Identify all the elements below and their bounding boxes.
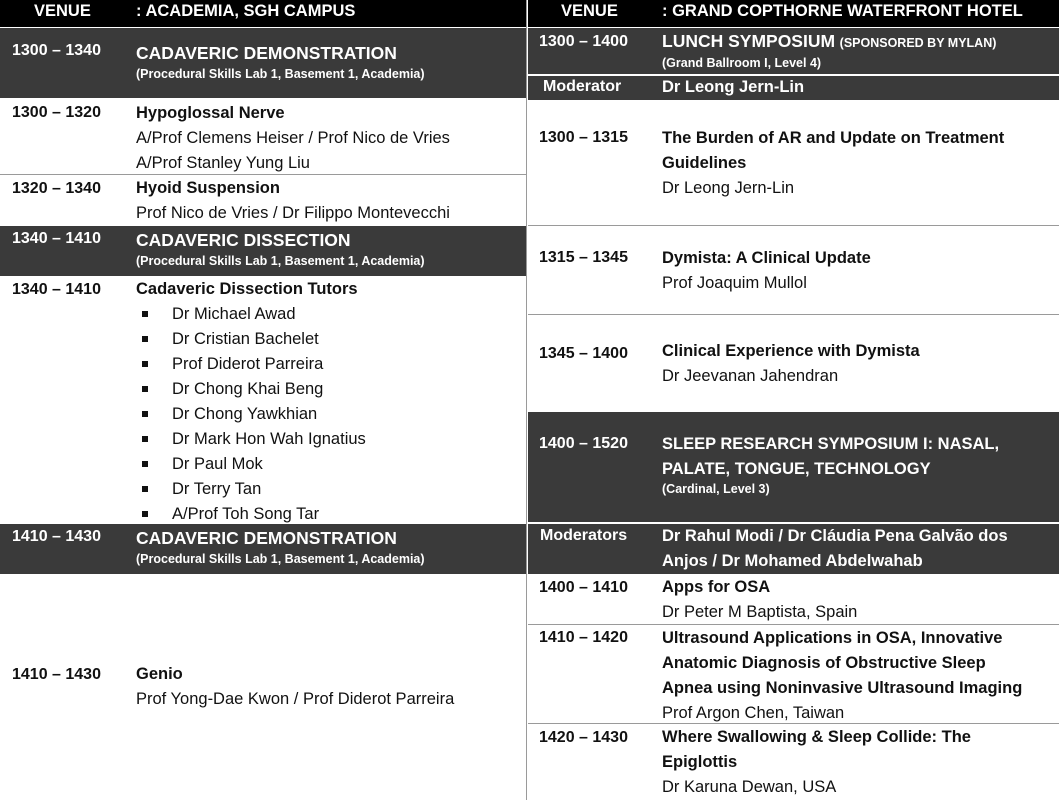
lunch-symposium-banner (528, 28, 1059, 74)
list-item: Dr Paul Mok (136, 452, 366, 477)
bullet-square-icon (142, 336, 148, 342)
session-title: CADAVERIC DEMONSTRATION (136, 528, 397, 548)
cadaveric-dissection-banner (0, 226, 526, 276)
list-item: Dr Chong Yawkhian (136, 402, 366, 427)
session-title-line-1: Where Swallowing & Sleep Collide: The (662, 728, 971, 746)
session-location: (Procedural Skills Lab 1, Basement 1, Academia) (136, 67, 425, 81)
session-time: 1300 – 1315 (539, 129, 628, 146)
list-item: Prof Diderot Parreira (136, 352, 366, 377)
session-title-line-2: PALATE, TONGUE, TECHNOLOGY (662, 460, 931, 478)
session-time: 1410 – 1430 (12, 666, 101, 683)
bullet-square-icon (142, 386, 148, 392)
session-title-line-3: Apnea using Noninvasive Ultrasound Imaging (662, 679, 1023, 697)
bullet-square-icon (142, 436, 148, 442)
speaker: Prof Argon Chen, Taiwan (662, 704, 845, 722)
session-title: Dymista: A Clinical Update (662, 249, 871, 267)
speaker: Dr Jeevanan Jahendran (662, 367, 839, 385)
speaker: Dr Karuna Dewan, USA (662, 778, 837, 796)
academia-schedule-column (0, 0, 527, 800)
session-title: Genio (136, 665, 183, 683)
session-time: 1300 – 1340 (12, 42, 101, 59)
moderator-row (528, 76, 1059, 100)
session-time: 1400 – 1520 (539, 435, 628, 452)
bullet-square-icon (142, 361, 148, 367)
speakers: Prof Yong-Dae Kwon / Prof Diderot Parreira (136, 690, 455, 708)
session-details (136, 101, 450, 176)
session-time: 1345 – 1400 (539, 345, 628, 362)
session-details (662, 575, 857, 625)
session-details (662, 432, 999, 497)
session-time: 1315 – 1345 (539, 249, 628, 266)
ar-burden-row (528, 100, 1059, 226)
moderators-line-1: Dr Rahul Modi / Dr Cláudia Pena Galvão dos (662, 527, 1008, 545)
session-time: 1300 – 1400 (539, 33, 628, 50)
session-details (136, 176, 450, 226)
session-title-line-2: Epiglottis (662, 753, 738, 771)
session-title: CADAVERIC DEMONSTRATION (136, 43, 397, 63)
session-time: 1410 – 1430 (12, 528, 101, 545)
venue-name: : ACADEMIA, SGH CAMPUS (136, 2, 356, 20)
session-details (662, 126, 1004, 201)
genio-row (0, 575, 526, 800)
session-details (662, 339, 920, 389)
moderators-names (662, 524, 1008, 574)
dissection-tutors-row (0, 277, 526, 524)
session-details (136, 662, 454, 712)
tutor-list (136, 302, 366, 527)
session-time: 1320 – 1340 (12, 180, 101, 197)
session-time: 1340 – 1410 (12, 230, 101, 247)
session-title: Apps for OSA (662, 578, 771, 596)
venue-header-left (0, 0, 526, 27)
moderator-label: Moderator (543, 78, 622, 95)
session-time: 1300 – 1320 (12, 104, 101, 121)
hyoid-suspension-row (0, 176, 526, 226)
sponsor-note: (SPONSORED BY MYLAN) (839, 36, 997, 50)
session-title-line-2: Anatomic Diagnosis of Obstructive Sleep (662, 654, 986, 672)
list-item: Dr Terry Tan (136, 477, 366, 502)
session-title-line-1: SLEEP RESEARCH SYMPOSIUM I: NASAL, (662, 435, 1000, 453)
bullet-square-icon (142, 461, 148, 467)
session-title: CADAVERIC DISSECTION (136, 230, 351, 250)
session-details (136, 41, 425, 82)
clinical-experience-row (528, 316, 1059, 412)
session-time: 1340 – 1410 (12, 281, 101, 298)
session-title-line-2: Guidelines (662, 154, 747, 172)
list-item: Dr Mark Hon Wah Ignatius (136, 427, 366, 452)
session-details (662, 29, 996, 71)
moderators-line-2: Anjos / Dr Mohamed Abdelwahab (662, 552, 923, 570)
venue-label: VENUE (34, 2, 91, 20)
moderator-name: Dr Leong Jern-Lin (662, 78, 805, 96)
bullet-square-icon (142, 311, 148, 317)
session-location: (Cardinal, Level 3) (662, 482, 770, 496)
moderators-row (528, 524, 1059, 574)
cadaveric-demonstration-banner (0, 28, 526, 98)
session-details (662, 246, 871, 296)
session-details (136, 526, 425, 567)
session-location: (Grand Ballroom I, Level 4) (662, 56, 822, 70)
bullet-square-icon (142, 511, 148, 517)
cadaveric-demonstration-banner-2 (0, 524, 526, 574)
session-time: 1400 – 1410 (539, 579, 628, 596)
session-title: Hyoid Suspension (136, 179, 280, 197)
hypoglossal-nerve-row (0, 100, 526, 175)
bullet-square-icon (142, 486, 148, 492)
moderators-label: Moderators (540, 527, 628, 544)
session-details (662, 725, 971, 800)
session-details (136, 277, 366, 527)
session-title: Cadaveric Dissection Tutors (136, 280, 358, 298)
list-item: A/Prof Toh Song Tar (136, 502, 366, 527)
hotel-schedule-column (528, 0, 1059, 800)
session-title: Clinical Experience with Dymista (662, 342, 920, 360)
speakers-line-1: A/Prof Clemens Heiser / Prof Nico de Vries (136, 129, 450, 147)
venue-label: VENUE (561, 2, 618, 20)
session-details (662, 626, 1022, 726)
session-location: (Procedural Skills Lab 1, Basement 1, Academia) (136, 552, 425, 566)
session-location: (Procedural Skills Lab 1, Basement 1, Academia) (136, 254, 425, 268)
session-title: LUNCH SYMPOSIUM (662, 31, 836, 51)
session-time: 1420 – 1430 (539, 729, 628, 746)
speakers: Prof Nico de Vries / Dr Filippo Montevecchi (136, 204, 450, 222)
list-item: Dr Michael Awad (136, 302, 366, 327)
moderator-name-wrap (662, 75, 804, 100)
sleep-research-banner (528, 412, 1059, 522)
session-time: 1410 – 1420 (539, 629, 628, 646)
apps-for-osa-row (528, 575, 1059, 625)
swallowing-sleep-row (528, 725, 1059, 800)
speaker: Dr Peter M Baptista, Spain (662, 603, 858, 621)
speaker: Dr Leong Jern-Lin (662, 179, 795, 197)
list-item: Dr Cristian Bachelet (136, 327, 366, 352)
session-title: Hypoglossal Nerve (136, 104, 285, 122)
list-item: Dr Chong Khai Beng (136, 377, 366, 402)
dymista-update-row (528, 227, 1059, 315)
venue-name: : GRAND COPTHORNE WATERFRONT HOTEL (662, 2, 1023, 20)
speaker: Prof Joaquim Mullol (662, 274, 807, 292)
session-details (136, 228, 425, 269)
ultrasound-row (528, 626, 1059, 724)
session-title-line-1: The Burden of AR and Update on Treatment (662, 129, 1005, 147)
venue-header-right (528, 0, 1059, 27)
session-title-line-1: Ultrasound Applications in OSA, Innovative (662, 629, 1003, 647)
bullet-square-icon (142, 411, 148, 417)
speakers-line-2: A/Prof Stanley Yung Liu (136, 154, 310, 172)
